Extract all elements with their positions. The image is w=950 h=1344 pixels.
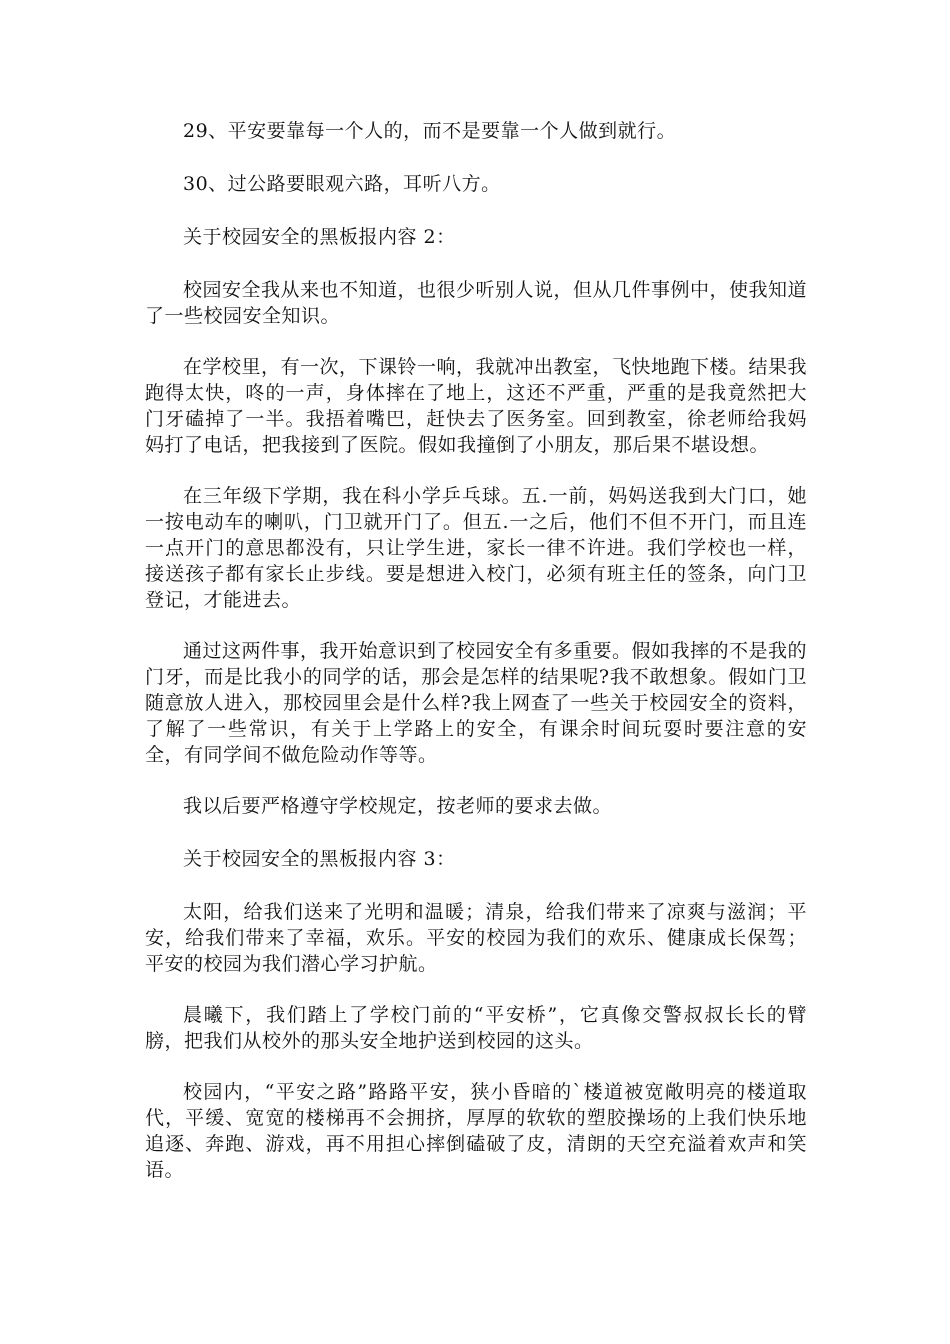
document-page bbox=[145, 118, 807, 1208]
paragraph-item-30: 30、过公路要眼观六路，耳听八方。 bbox=[183, 173, 501, 195]
paragraph-item-29: 29、平安要靠每一个人的，而不是要靠一个人做到就行。 bbox=[183, 120, 677, 142]
paragraph: 晨曦下，我们踏上了学校门前的“平安桥”，它真像交警叔叔长长的臂膀，把我们从校外的那头安全地护送到校园的这头。 bbox=[145, 1004, 807, 1052]
paragraph: 在学校里，有一次，下课铃一响，我就冲出教室，飞快地跑下楼。结果我跑得太快，咚的一声，身体摔在了地上，这还不严重，严重的是我竟然把大门牙磕掉了一半。我捂着嘴巴，赶快去了医务室。回到教室，徐老师给我妈妈打了电话，把我接到了医院。假如我撞倒了小朋友，那后果不堪设想。 bbox=[145, 356, 808, 456]
paragraph: 通过这两件事，我开始意识到了校园安全有多重要。假如我摔的不是我的门牙，而是比我小的同学的话，那会是怎样的结果呢?我不敢想象。假如门卫随意放人进入，那校园里会是什么样?我上网查了一些关于校园安全的资料，了解了一些常识，有关于上学路上的安全，有课余时间玩耍时要注意的安全，有同学间不做危险动作等等。 bbox=[145, 640, 808, 766]
paragraph: 我以后要严格遵守学校规定，按老师的要求去做。 bbox=[183, 795, 613, 817]
section-heading-3: 关于校园安全的黑板报内容 3： bbox=[183, 848, 456, 870]
section-heading-2: 关于校园安全的黑板报内容 2： bbox=[183, 226, 456, 248]
paragraph: 校园安全我从来也不知道，也很少听别人说，但从几件事例中，使我知道了一些校园安全知识。 bbox=[145, 279, 808, 327]
paragraph: 在三年级下学期，我在科小学乒乓球。五.一前，妈妈送我到大门口，她一按电动车的喇叭，门卫就开门了。但五.一之后，他们不但不开门，而且连一点开门的意思都没有，只让学生进，家长一律不许进。我们学校也一样，接送孩子都有家长止步线。要是想进入校门，必须有班主任的签条，向门卫登记，才能进去。 bbox=[145, 485, 807, 611]
paragraph: 校园内，“平安之路”路路平安，狭小昏暗的`楼道被宽敞明亮的楼道取代，平缓、宽宽的楼梯再不会拥挤，厚厚的软软的塑胶操场的上我们快乐地追逐、奔跑、游戏，再不用担心摔倒磕破了皮，清朗的天空充溢着欢声和笑语。 bbox=[145, 1081, 807, 1181]
paragraph: 太阳，给我们送来了光明和温暖；清泉，给我们带来了凉爽与滋润；平安，给我们带来了幸福，欢乐。平安的校园为我们的欢乐、健康成长保驾；平安的校园为我们潜心学习护航。 bbox=[145, 901, 807, 975]
